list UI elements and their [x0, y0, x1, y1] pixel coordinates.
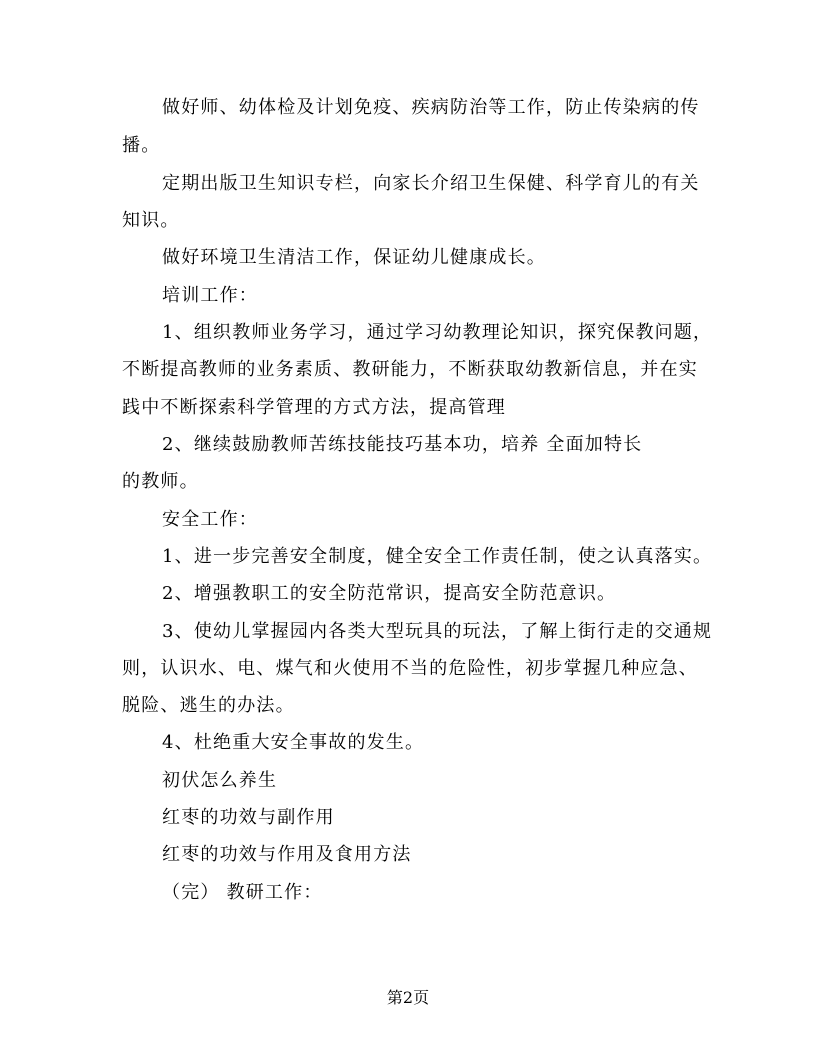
paragraph-line: 践中不断探索科学管理的方式方法，提高管理 [122, 397, 506, 418]
paragraph-line: （完） 教研工作： [162, 882, 323, 903]
paragraph-line: 红枣的功效与副作用 [162, 807, 335, 828]
paragraph-line: 脱险、逃生的办法。 [122, 695, 295, 716]
paragraph-line: 红枣的功效与作用及食用方法 [162, 844, 412, 865]
paragraph-line: 1、组织教师业务学习，通过学习幼教理论知识，探究保教问题， [162, 322, 713, 343]
paragraph-line: 4、杜绝重大安全事故的发生。 [162, 732, 425, 753]
paragraph-line: 知识。 [122, 210, 180, 231]
paragraph-line: 2、继续鼓励教师苦练技能技巧基本功，培养 全面加特长 [162, 434, 643, 455]
page-number: 第2页 [386, 988, 430, 1007]
paragraph-line: 1、进一步完善安全制度，健全安全工作责任制，使之认真落实。 [162, 546, 713, 567]
paragraph-line: 播。 [122, 135, 161, 156]
section-heading: 安全工作： [162, 509, 258, 530]
paragraph-line: 做好环境卫生清洁工作，保证幼儿健康成长。 [162, 247, 546, 268]
paragraph-line: 2、增强教职工的安全防范常识，提高安全防范意识。 [162, 583, 617, 604]
paragraph-line: 定期出版卫生知识专栏，向家长介绍卫生保健、科学育儿的有关 [162, 173, 700, 194]
paragraph-line: 则，认识水、电、煤气和火使用不当的危险性，初步掌握几种应急、 [122, 658, 698, 679]
paragraph-line: 3、使幼儿掌握园内各类大型玩具的玩法，了解上街行走的交通规 [162, 621, 713, 642]
paragraph-line: 初伏怎么养生 [162, 770, 278, 791]
paragraph-line: 的教师。 [122, 471, 199, 492]
paragraph-line: 做好师、幼体检及计划免疫、疾病防治等工作，防止传染病的传 [162, 97, 700, 118]
paragraph-line: 不断提高教师的业务素质、教研能力，不断获取幼教新信息，并在实 [122, 359, 698, 380]
section-heading: 培训工作： [162, 285, 258, 306]
